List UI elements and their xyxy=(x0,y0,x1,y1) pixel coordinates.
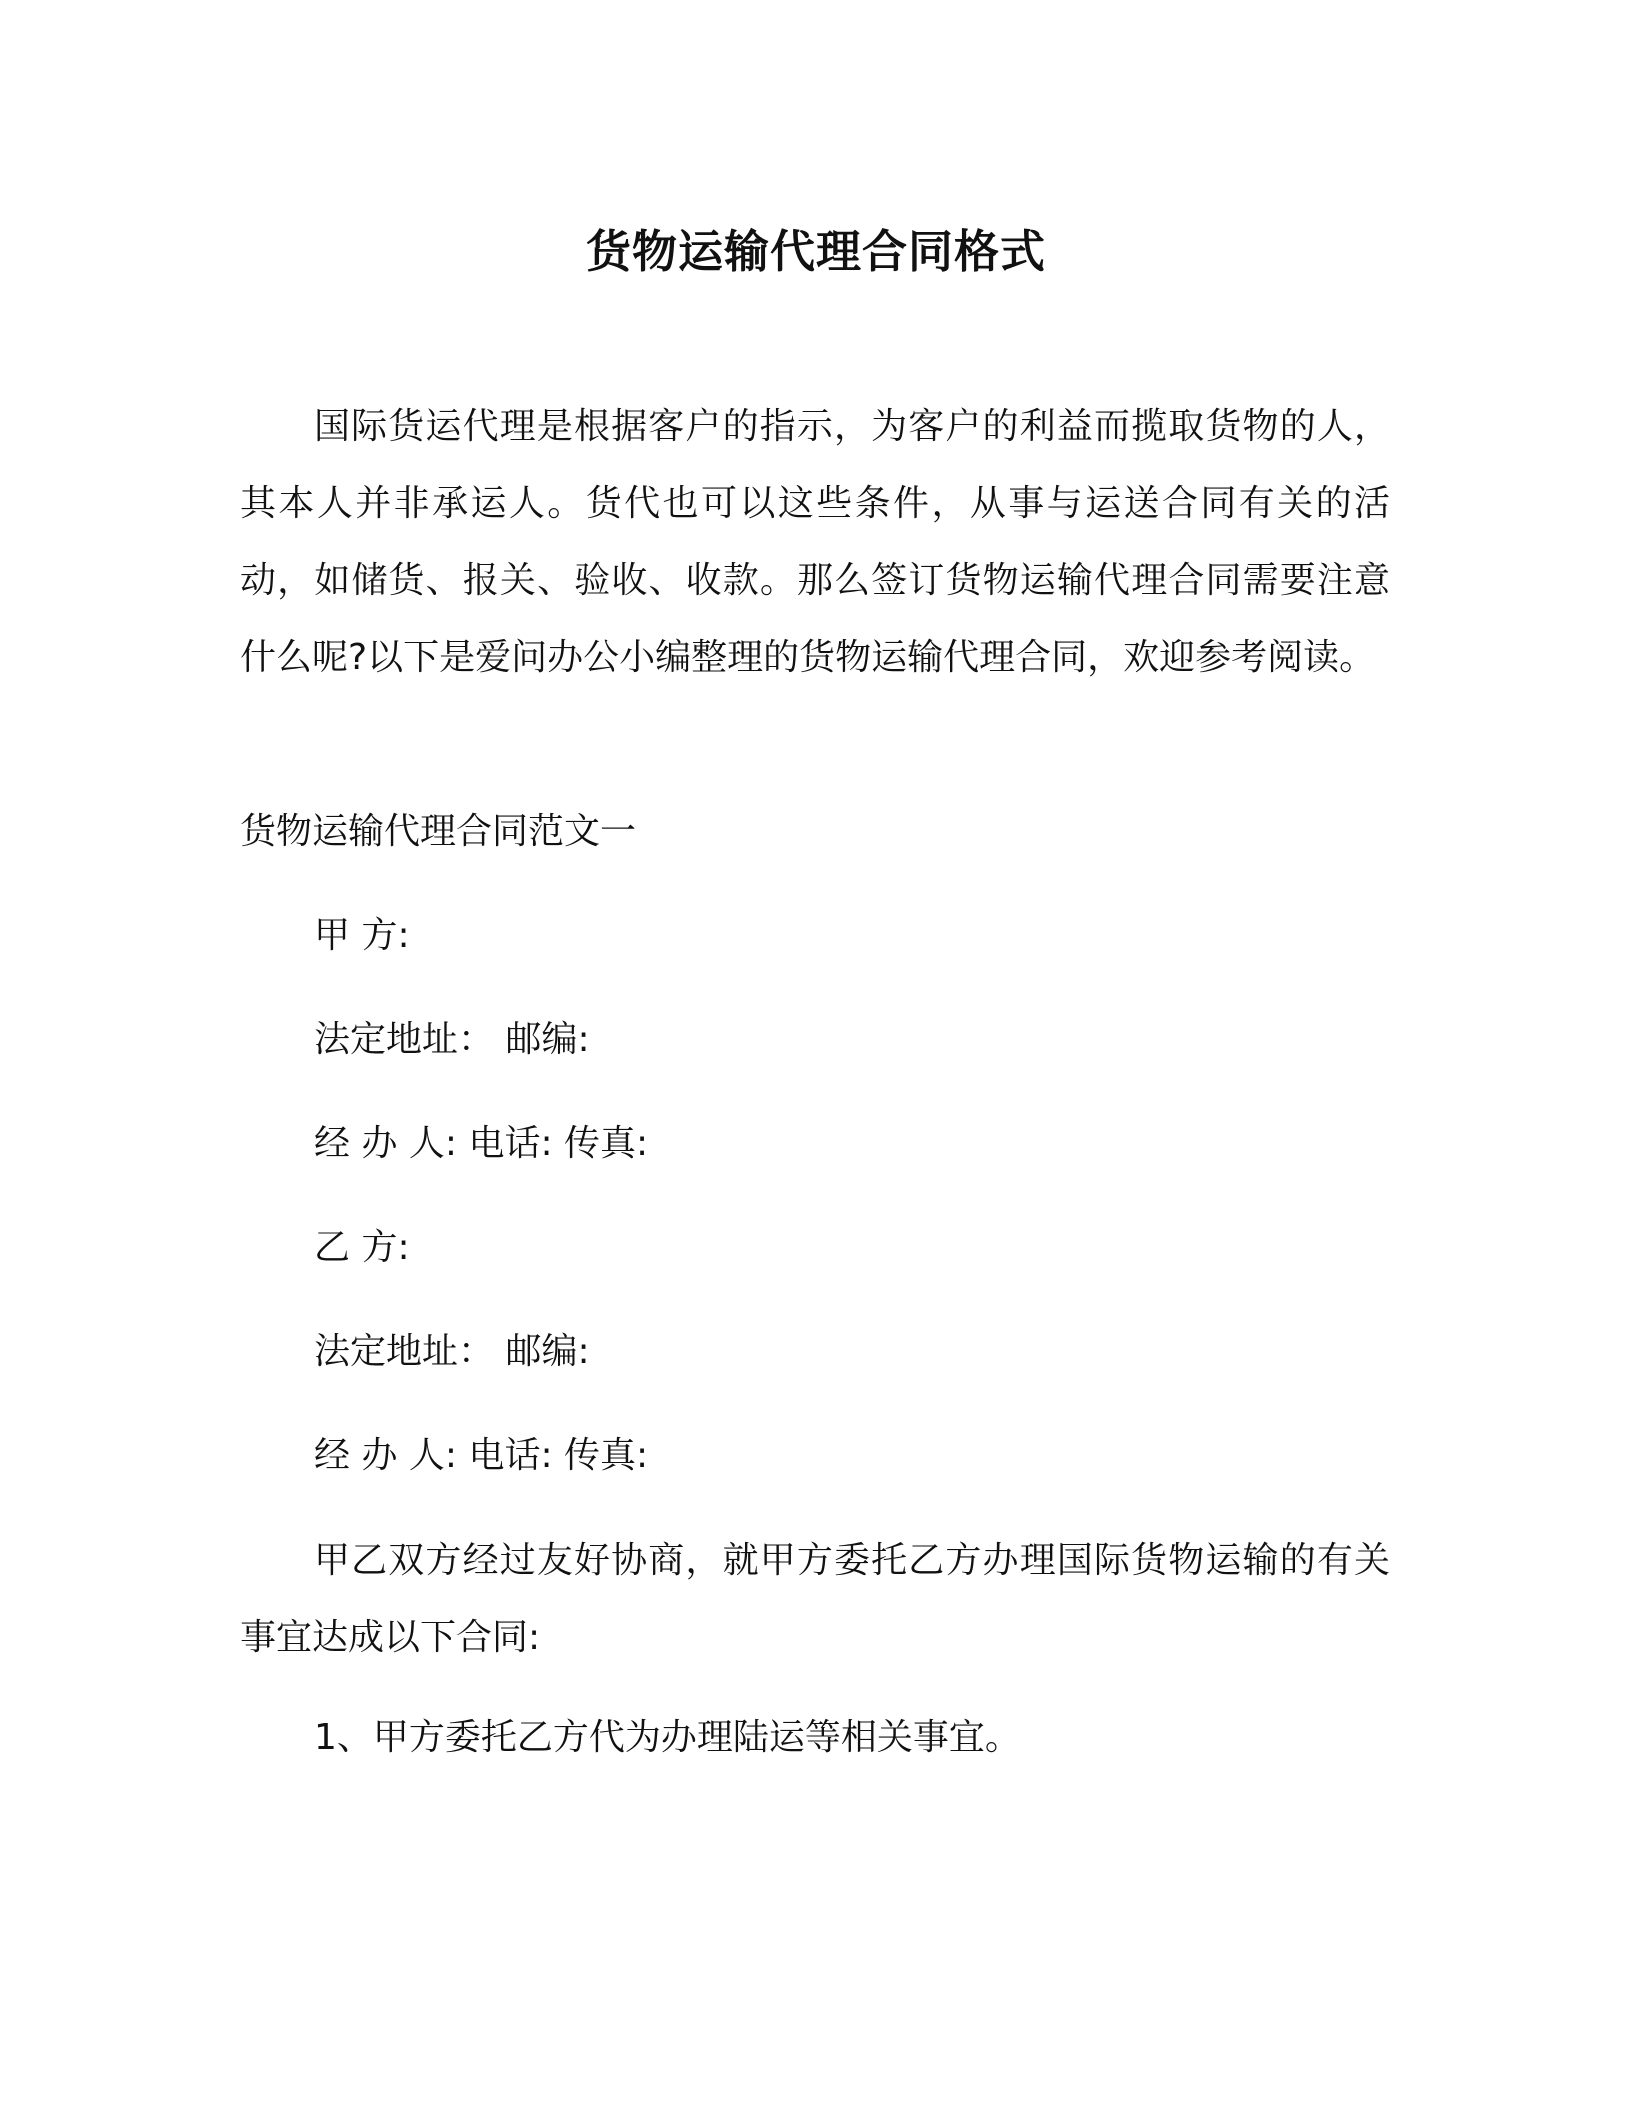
party-b-address-line: 法定地址： 邮编: xyxy=(314,1331,590,1372)
intro-paragraph: 国际货运代理是根据客户的指示，为客户的利益而揽取货物的人，其本人并非承运人。货代也可以这些条件，从事与运送合同有关的活动，如储货、报关、验收、收款。那么签订货物运输代理合同需要注意什么呢?以下是爱问办公小编整理的货物运输代理合同，欢迎参考阅读。 xyxy=(240,406,1390,678)
section-title: 货物运输代理合同范文一 xyxy=(240,811,637,852)
clause-1: 1、甲方委托乙方代为办理陆运等相关事宜。 xyxy=(314,1717,1021,1758)
party-a-address-line: 法定地址： 邮编: xyxy=(314,1019,590,1060)
agreement-paragraph: 甲乙双方经过友好协商，就甲方委托乙方办理国际货物运输的有关事宜达成以下合同: xyxy=(240,1540,1390,1658)
party-b-agent-line: 经 办 人: 电话: 传真: xyxy=(314,1435,649,1476)
document-title: 货物运输代理合同格式 xyxy=(585,225,1046,278)
party-a-agent-line: 经 办 人: 电话: 传真: xyxy=(314,1123,649,1164)
party-a-line: 甲 方: xyxy=(314,915,410,956)
party-b-line: 乙 方: xyxy=(314,1227,410,1268)
